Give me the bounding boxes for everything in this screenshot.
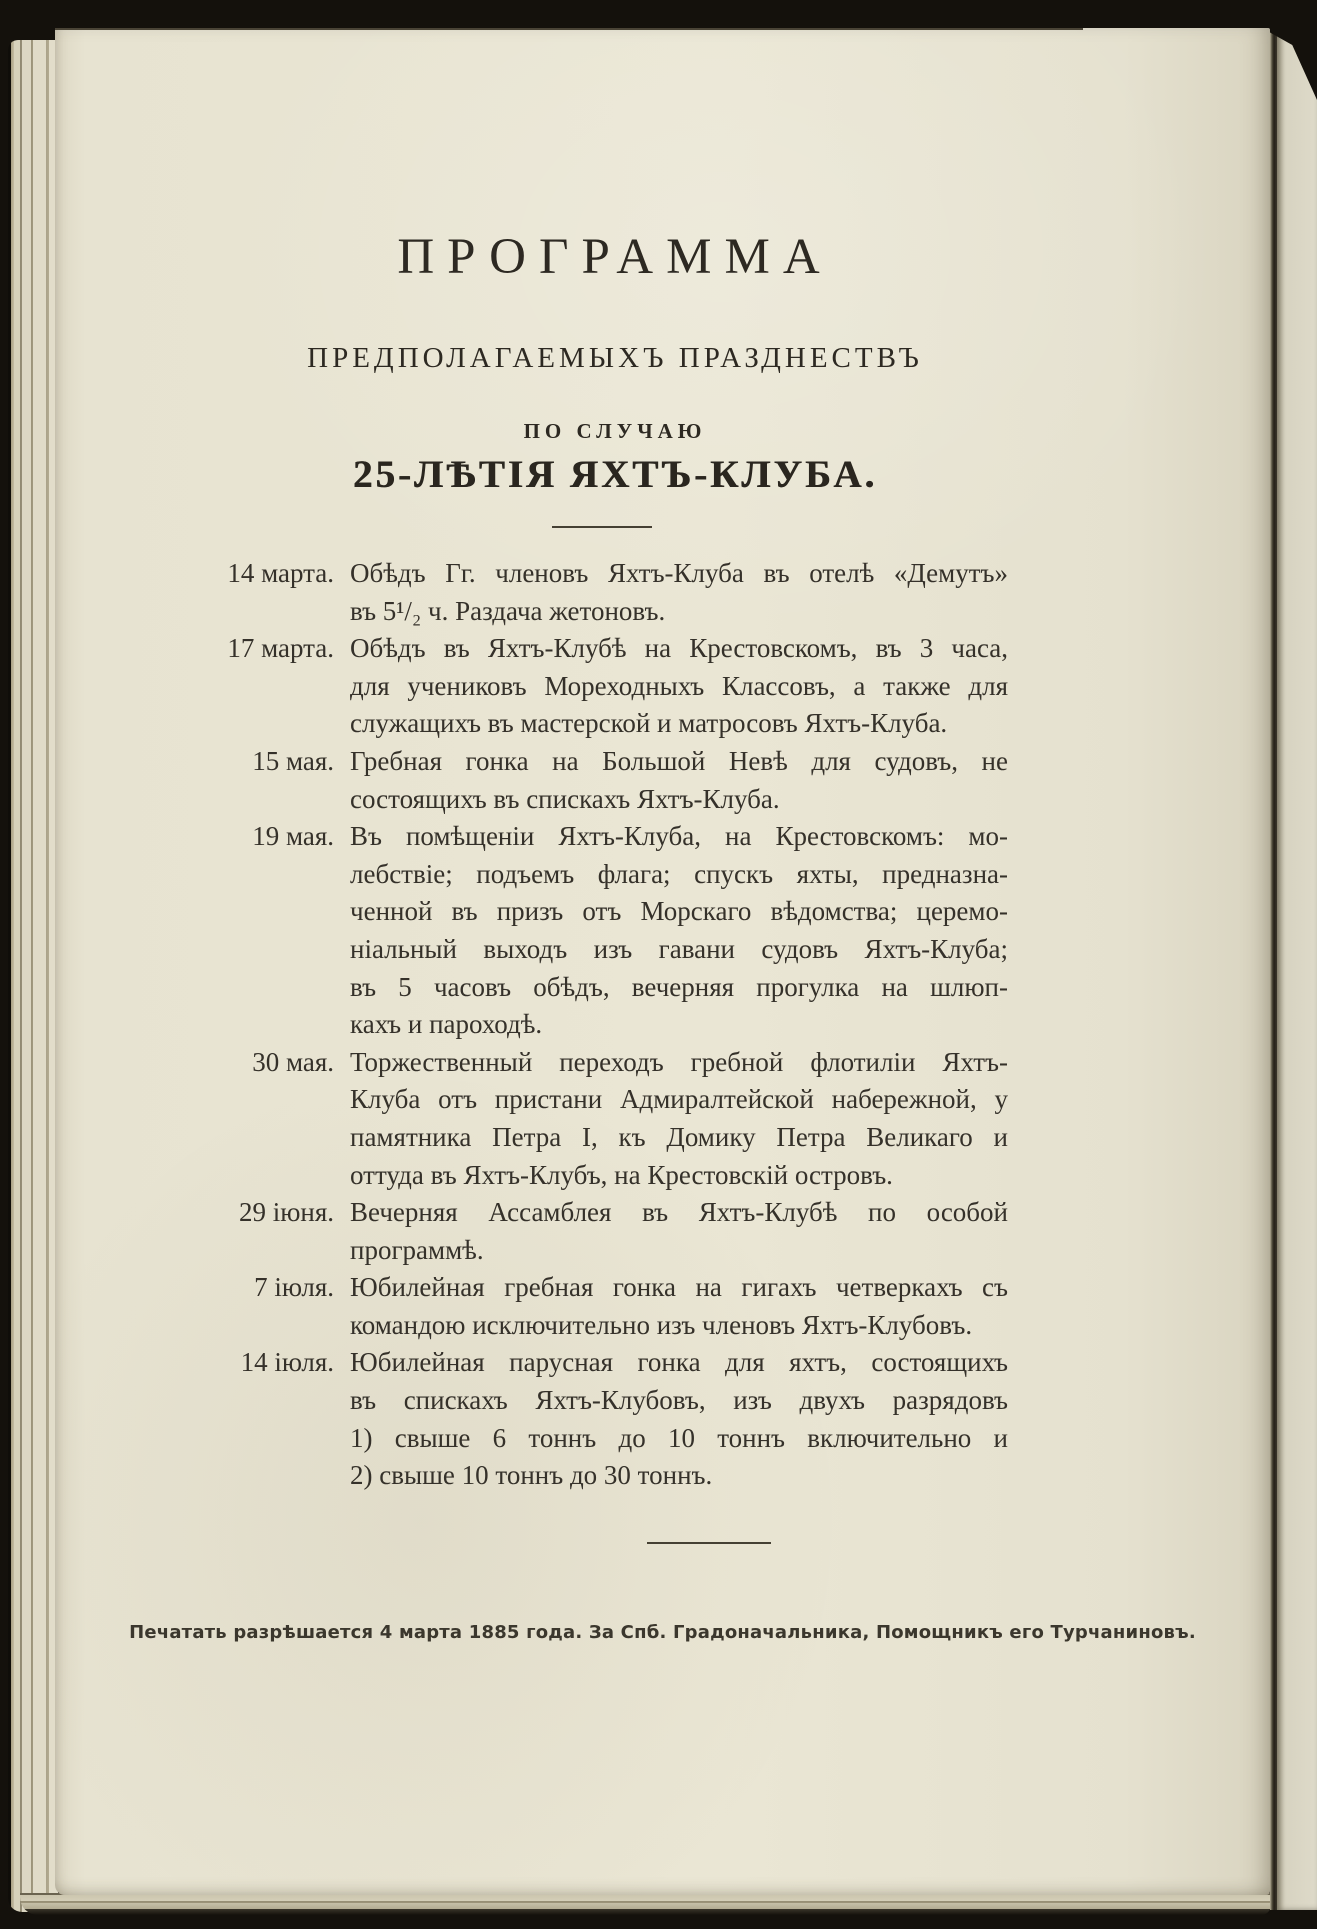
censor-imprint: Печатать разрѣшается 4 марта 1885 года. За Спб. Градоначальника, Помощникъ его Турчаниновъ. [129, 1622, 1196, 1643]
schedule-line: служащихъ въ мастерской и матросовъ Яхтъ-Клуба. [350, 708, 948, 739]
schedule-line: 1) свыше 6 тоннъ до 10 тоннъ включительно и [350, 1422, 1008, 1453]
page-title: ПРОГРАММА [397, 229, 833, 285]
schedule-date: 17 марта. [227, 633, 334, 664]
imprint-rule [55, 28, 1083, 30]
end-divider-rule [647, 1542, 771, 1544]
document-page [55, 28, 1270, 1895]
schedule-line: въ спискахъ Яхтъ-Клубовъ, изъ двухъ разрядовъ [350, 1385, 1008, 1416]
schedule-text [350, 743, 1008, 818]
schedule-line: въ 5 часовъ обѣдъ, вечерняя прогулка на шлюп- [350, 971, 1008, 1002]
schedule-line: для учениковъ Мореходныхъ Классовъ, а также для [350, 670, 1008, 701]
schedule-line: ніальный выходъ изъ гавани судовъ Яхтъ-Клуба; [350, 933, 1008, 964]
schedule-line: Въ помѣщеніи Яхтъ-Клуба, на Крестовскомъ: мо- [350, 821, 1008, 852]
schedule-row [222, 1344, 1008, 1494]
schedule-text [350, 630, 1008, 743]
schedule-text [350, 1344, 1008, 1494]
schedule-row [222, 818, 1008, 1044]
schedule-date: 7 іюля. [254, 1272, 334, 1303]
schedule-line: лебствіе; подъемъ флага; спускъ яхты, предназна- [350, 858, 1008, 889]
book-page-edges-bottom [20, 1893, 1271, 1915]
schedule-line: въ 5¹/₂ ч. Раздача жетоновъ. [350, 595, 666, 626]
schedule-row [222, 630, 1008, 743]
schedule-line: состоящихъ въ спискахъ Яхтъ-Клуба. [350, 783, 780, 814]
schedule-line: Юбилейная парусная гонка для яхтъ, состоящихъ [350, 1347, 1008, 1378]
schedule-text [350, 1269, 1008, 1344]
schedule-date: 14 марта. [227, 558, 334, 588]
schedule-row [222, 743, 1008, 818]
schedule-row [222, 1044, 1008, 1194]
schedule-row [222, 1269, 1008, 1344]
schedule-line: Обѣдъ Гг. членовъ Яхтъ-Клуба въ отелѣ «Демутъ» [350, 558, 1008, 588]
anniversary-title: 25-ЛѢТІЯ ЯХТЪ-КЛУБА. [352, 453, 878, 496]
schedule-text [350, 1194, 1008, 1269]
occasion-line: ПО СЛУЧАЮ [523, 419, 707, 443]
schedule-line: оттуда въ Яхтъ-Клубъ, на Крестовскій островъ. [350, 1159, 893, 1190]
schedule-line: ченной въ призъ отъ Морскаго вѣдомства; церемо- [350, 896, 1008, 927]
adjacent-page-edge [1277, 30, 1317, 1910]
schedule [222, 555, 1008, 1495]
schedule-line: 2) свыше 10 тоннъ до 30 тоннъ. [350, 1460, 713, 1491]
schedule-line: Торжественный переходъ гребной флотиліи Яхтъ- [350, 1046, 1008, 1077]
page-gap-shadow [1270, 28, 1277, 1910]
schedule-line: командою исключительно изъ членовъ Яхтъ-Клубовъ. [350, 1309, 973, 1340]
schedule-date: 14 іюля. [240, 1347, 334, 1378]
schedule-date: 19 мая. [252, 821, 334, 852]
schedule-line: Вечерняя Ассамблея въ Яхтъ-Клубѣ по особой [350, 1197, 1008, 1228]
schedule-row [222, 555, 1008, 630]
schedule-line: кахъ и пароходѣ. [350, 1009, 543, 1040]
schedule-line: Гребная гонка на Большой Невѣ для судовъ, не [350, 745, 1008, 776]
schedule-line: Юбилейная гребная гонка на гигахъ четверкахъ съ [350, 1272, 1008, 1303]
schedule-date: 15 мая. [252, 745, 334, 776]
schedule-line: памятника Петра I, къ Домику Петра Великаго и [350, 1121, 1008, 1152]
schedule-row [222, 1194, 1008, 1269]
header-divider-rule [552, 526, 652, 528]
schedule-date: 30 мая. [252, 1046, 334, 1077]
schedule-line: программѣ. [350, 1234, 484, 1265]
schedule-text [350, 555, 1008, 630]
schedule-text [350, 1044, 1008, 1194]
schedule-date: 29 іюня. [238, 1197, 334, 1228]
page-subtitle: ПРЕДПОЛАГАЕМЫХЪ ПРАЗДНЕСТВЪ [307, 342, 923, 374]
schedule-line: Клуба отъ пристани Адмиралтейской набережной, у [350, 1084, 1008, 1115]
schedule-line: Обѣдъ въ Яхтъ-Клубѣ на Крестовскомъ, въ 3 часа, [350, 633, 1008, 664]
book-page-edges-left [8, 40, 58, 1912]
schedule-text [350, 818, 1008, 1044]
